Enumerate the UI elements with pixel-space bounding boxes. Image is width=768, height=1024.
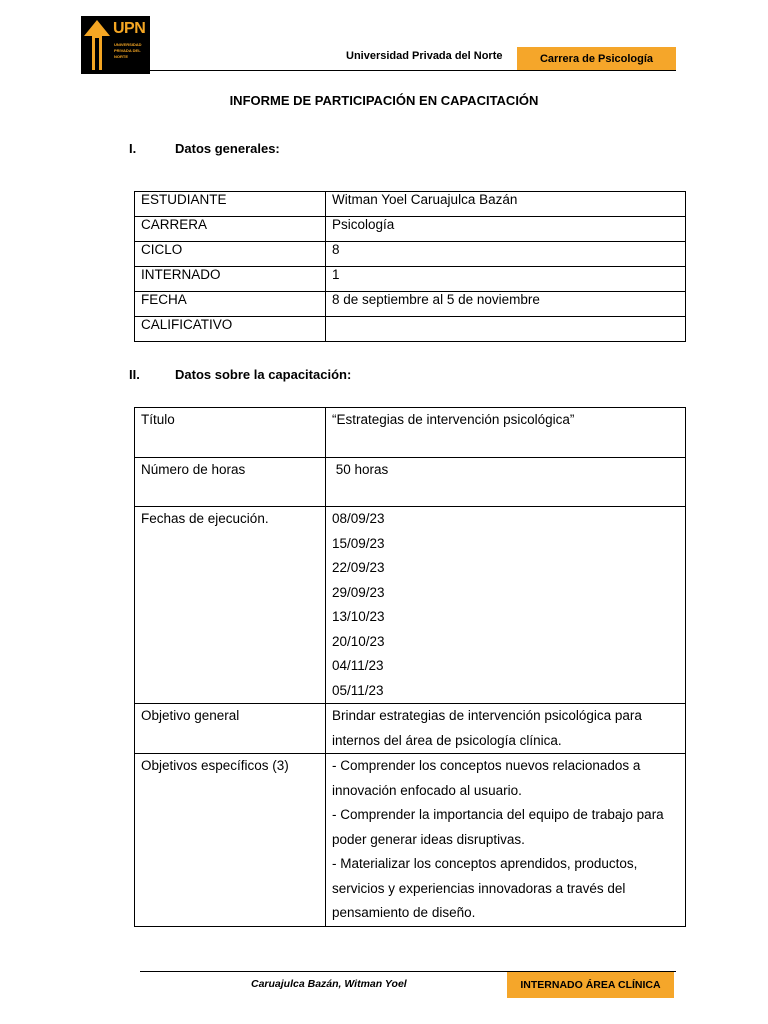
table-value: Psicología bbox=[326, 217, 686, 242]
footer-badge: INTERNADO ÁREA CLÍNICA bbox=[507, 972, 674, 998]
date-item: 20/10/23 bbox=[332, 633, 385, 649]
date-item: 22/09/23 bbox=[332, 560, 385, 575]
table-value: Brindar estrategias de intervención psicológica para internos del área de psicología clínica. bbox=[326, 704, 686, 754]
objective-item: - Comprender los conceptos nuevos relacionados a innovación enfocado al usuario. bbox=[332, 758, 641, 798]
upn-arrow-icon bbox=[81, 16, 113, 74]
table-label: Fechas de ejecución. bbox=[135, 507, 326, 704]
table-value: 50 horas bbox=[326, 458, 686, 507]
table-label: Título bbox=[135, 408, 326, 458]
logo-brand: UPN bbox=[113, 20, 146, 37]
table-label: CARRERA bbox=[135, 217, 326, 242]
table-label: CALIFICATIVO bbox=[135, 317, 326, 342]
objectives-cell bbox=[326, 754, 686, 927]
table-value: 8 de septiembre al 5 de noviembre bbox=[326, 292, 686, 317]
footer-author: Caruajulca Bazán, Witman Yoel bbox=[251, 978, 407, 990]
table-row bbox=[135, 507, 686, 704]
document-title: INFORME DE PARTICIPACIÓN EN CAPACITACIÓN bbox=[229, 93, 539, 108]
table-label: CICLO bbox=[135, 242, 326, 267]
table-label: FECHA bbox=[135, 292, 326, 317]
dates-cell bbox=[326, 507, 686, 704]
table-value: Witman Yoel Caruajulca Bazán bbox=[326, 192, 686, 217]
table-row bbox=[135, 408, 686, 458]
section-1-title: Datos generales: bbox=[175, 141, 280, 156]
table-row bbox=[135, 217, 686, 242]
date-item: 05/11/23 bbox=[332, 682, 384, 698]
table-row bbox=[135, 267, 686, 292]
table-label: ESTUDIANTE bbox=[135, 192, 326, 217]
table-row bbox=[135, 192, 686, 217]
table-value bbox=[326, 317, 686, 342]
university-name: Universidad Privada del Norte bbox=[346, 50, 503, 62]
table-label: Objetivo general bbox=[135, 704, 326, 754]
table-value: “Estrategias de intervención psicológica” bbox=[326, 408, 686, 458]
upn-logo bbox=[81, 16, 150, 74]
date-item: 29/09/23 bbox=[332, 584, 385, 600]
table-row bbox=[135, 242, 686, 267]
table-value: 8 bbox=[326, 242, 686, 267]
date-item: 08/09/23 bbox=[332, 511, 385, 526]
table-label: INTERNADO bbox=[135, 267, 326, 292]
header-divider bbox=[140, 70, 676, 71]
date-item: 15/09/23 bbox=[332, 535, 385, 551]
training-data-table bbox=[134, 407, 686, 927]
table-value: 1 bbox=[326, 267, 686, 292]
objective-item: - Materializar los conceptos aprendidos, productos, servicios y experiencias innovadoras a través del pensamiento de diseño. bbox=[332, 856, 638, 920]
table-row bbox=[135, 292, 686, 317]
career-badge: Carrera de Psicología bbox=[517, 47, 676, 70]
table-label: Número de horas bbox=[135, 458, 326, 507]
table-row bbox=[135, 704, 686, 754]
table-row bbox=[135, 458, 686, 507]
logo-subtext: UNIVERSIDAD PRIVADA DEL NORTE bbox=[114, 42, 142, 59]
section-2-number: II. bbox=[129, 367, 140, 382]
date-item: 04/11/23 bbox=[332, 658, 384, 673]
objective-item: - Comprender la importancia del equipo de trabajo para poder generar ideas disruptivas. bbox=[332, 807, 664, 847]
date-item: 13/10/23 bbox=[332, 609, 385, 624]
section-1-heading bbox=[129, 141, 280, 156]
section-2-heading bbox=[129, 367, 351, 382]
table-row bbox=[135, 317, 686, 342]
table-label: Objetivos específicos (3) bbox=[135, 754, 326, 927]
general-data-table bbox=[134, 191, 686, 342]
section-1-number: I. bbox=[129, 141, 137, 156]
table-row bbox=[135, 754, 686, 927]
section-2-title: Datos sobre la capacitación: bbox=[175, 367, 352, 382]
